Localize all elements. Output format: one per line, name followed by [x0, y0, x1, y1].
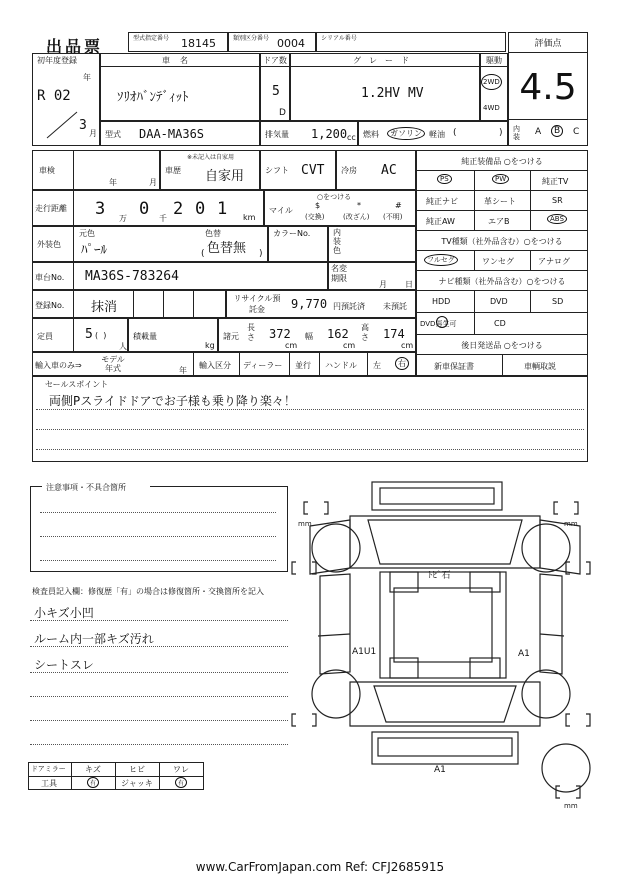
door-box: ドア数 5 D: [260, 53, 290, 121]
tv-oneseg: ワンセグ: [482, 257, 514, 266]
later-warranty: 新車保証書: [434, 362, 474, 371]
score-value: 4.5: [519, 67, 577, 108]
equip-leather: 革シート: [484, 197, 516, 206]
name-change-box: 名変期限 月 日: [328, 262, 416, 290]
chassis-box: 車台No. MA36S-783264: [32, 262, 328, 290]
displacement-box: 排気量 1,200 cc: [260, 121, 358, 146]
jack-yes-circled: 有: [175, 777, 187, 788]
height: 174: [383, 327, 405, 341]
tv-fullseg: フルセグ: [424, 254, 458, 266]
load-box: 積載量 kg: [128, 318, 218, 352]
mm-label: mm: [564, 802, 578, 810]
sheet-title: 出品票: [46, 37, 104, 56]
history-box: 車歴 ※未記入は自家用 自家用: [160, 150, 260, 190]
footer-watermark: www.CarFromJapan.com Ref: CFJ2685915: [195, 860, 445, 874]
mileage-digit-2: 0: [139, 199, 150, 219]
right-damage-mark: A1: [518, 649, 530, 659]
history: 自家用: [205, 169, 245, 184]
car-name-box: 車名 ｿﾘｵﾊﾞﾝﾃﾞｨｯﾄ: [100, 53, 260, 121]
recycle-box: リサイクル預託金 9,770 円預託済 未預託: [226, 290, 416, 318]
mm-label: mm: [298, 520, 312, 528]
drive-2wd-circled: 2WD: [481, 74, 502, 90]
first-reg-box: 初年度登録 R 02 年 3 月: [32, 53, 100, 146]
equip-ps: PS: [437, 174, 452, 184]
class-no: 0004: [277, 37, 305, 50]
shift: CVT: [301, 163, 325, 178]
first-reg-year: R 02: [37, 88, 71, 104]
chassis-no: MA36S-783264: [85, 269, 179, 284]
slash-mark: [43, 110, 83, 140]
mileage-digit-5: 1: [217, 199, 228, 219]
capacity-box: 定員 5 ( ) 人: [32, 318, 128, 352]
later-manual: 車輌取説: [524, 362, 556, 371]
equip-aw: 純正AW: [426, 217, 455, 226]
type-no-box: 型式指定番号 18145: [128, 32, 228, 52]
fuel-gasoline-circled: ガソリン: [387, 127, 425, 140]
sales-point-text: 両側Pスライドドアでお子様も乗り降り楽々！: [49, 394, 296, 408]
interior-color-box: 内装色: [328, 226, 416, 262]
model-box: 型式 DAA-MA36S: [100, 121, 260, 146]
mileage-digit-1: 3: [95, 199, 106, 219]
recycle-amount: 9,770: [291, 297, 328, 311]
door-count: 5: [272, 84, 280, 99]
equip-abs: ABS: [547, 214, 567, 224]
tools-table: ドアミラー キズ ヒビ ワレ 工具 有 ジャッキ 有: [28, 762, 204, 790]
equip-tv: 純正TV: [542, 177, 569, 186]
car-name: ｿﾘｵﾊﾞﾝﾃﾞｨｯﾄ: [117, 90, 189, 105]
grade: 1.2HV MV: [361, 86, 424, 101]
equip-pw: PW: [492, 174, 509, 184]
equip-airbag: エアB: [488, 217, 510, 226]
serial-box: シリアル番号: [316, 32, 506, 52]
length: 372: [269, 327, 291, 341]
model: DAA-MA36S: [139, 127, 205, 141]
navi-sd: SD: [552, 297, 564, 306]
equip-navi: 純正ナビ: [426, 197, 458, 206]
navi-dvd-play: DVD再生可: [420, 320, 457, 328]
notes-label: 注意事項・不具合箇所: [46, 483, 126, 492]
car-damage-diagram: [290, 476, 600, 816]
mileage-digit-3: 2: [173, 199, 184, 219]
original-color: ﾊﾟｰﾙ: [81, 243, 107, 258]
first-reg-month: 3: [79, 118, 87, 133]
score-box: 評価点 4.5 内装 A B C: [508, 32, 588, 146]
inspector-line-2: ルーム内一部キズ汚れ: [34, 632, 154, 646]
mileage-box: 走行距離 3 万 0 千 2 0 1 km: [32, 190, 264, 226]
tv-title: TV種類（社外品含む）○をつける: [441, 237, 563, 246]
fuel-box: 燃料 ガソリン 軽油 ( ): [358, 121, 508, 146]
mileage-digit-4: 0: [195, 199, 206, 219]
cooler-box: 冷房 AC: [336, 150, 416, 190]
handle-right-circled: 右: [395, 357, 409, 370]
reg-no: 抹消: [91, 300, 118, 315]
sales-point-box: セールスポイント 両側Pスライドドアでお子様も乗り降り楽々！: [32, 376, 588, 462]
drive-box: 駆動 2WD 4WD: [480, 53, 508, 121]
shift-box: シフト CVT: [260, 150, 336, 190]
dimensions-box: 諸元 長さ 372 cm 幅 162 cm 高さ 174 cm: [218, 318, 416, 352]
reg-box: 登録No. 抹消: [32, 290, 226, 318]
color-change: 色替無: [207, 241, 247, 256]
shaken-box: 車検 年 月: [32, 150, 160, 190]
cooler: AC: [381, 163, 397, 178]
tool-yes-circled: 有: [87, 777, 99, 788]
navi-dvd: DVD: [490, 297, 508, 306]
tv-analog: アナログ: [538, 257, 570, 266]
import-box: 輸入車のみ⇒ モデル年式 年 輸入区分 ディーラー 並行 ハンドル 左 右: [32, 352, 416, 376]
navi-title: ナビ種類（社外品含む）○をつける: [438, 277, 566, 286]
navi-hdd: HDD: [432, 297, 451, 306]
width: 162: [327, 327, 349, 341]
inspector-line-1: 小キズ小凹: [34, 606, 94, 620]
type-no: 18145: [181, 37, 216, 50]
grade-box: グレード 1.2HV MV: [290, 53, 480, 121]
capacity: 5: [85, 327, 93, 342]
class-no-box: 類別区分番号 0004: [228, 32, 316, 52]
color-box: 外装色 元色 ﾊﾟｰﾙ 色替 色替無 ( ): [32, 226, 268, 262]
rear-damage-mark: A1: [434, 765, 446, 775]
inspector-label: 検査員記入欄：修復歴「有」の場合は修復箇所・交換箇所を記入: [32, 587, 264, 596]
mm-label: mm: [564, 520, 578, 528]
later-title: 後日発送品 ○をつける: [461, 341, 543, 350]
navi-cd: CD: [494, 319, 506, 328]
inspector-line-3: シートスレ: [34, 658, 94, 672]
left-damage-mark: A1U1: [352, 647, 377, 657]
mile-box: マイル ○をつける $ (交換) * (改ざん) # (不明): [264, 190, 416, 226]
interior-b-circled: B: [551, 125, 563, 137]
equip-sr: SR: [552, 196, 563, 205]
color-no-box: カラーNo.: [268, 226, 328, 262]
displacement: 1,200: [311, 127, 348, 141]
roof-damage-mark: ﾄﾋﾞ石: [428, 571, 451, 581]
equipment-title: 純正装備品 ○をつける: [461, 157, 543, 166]
